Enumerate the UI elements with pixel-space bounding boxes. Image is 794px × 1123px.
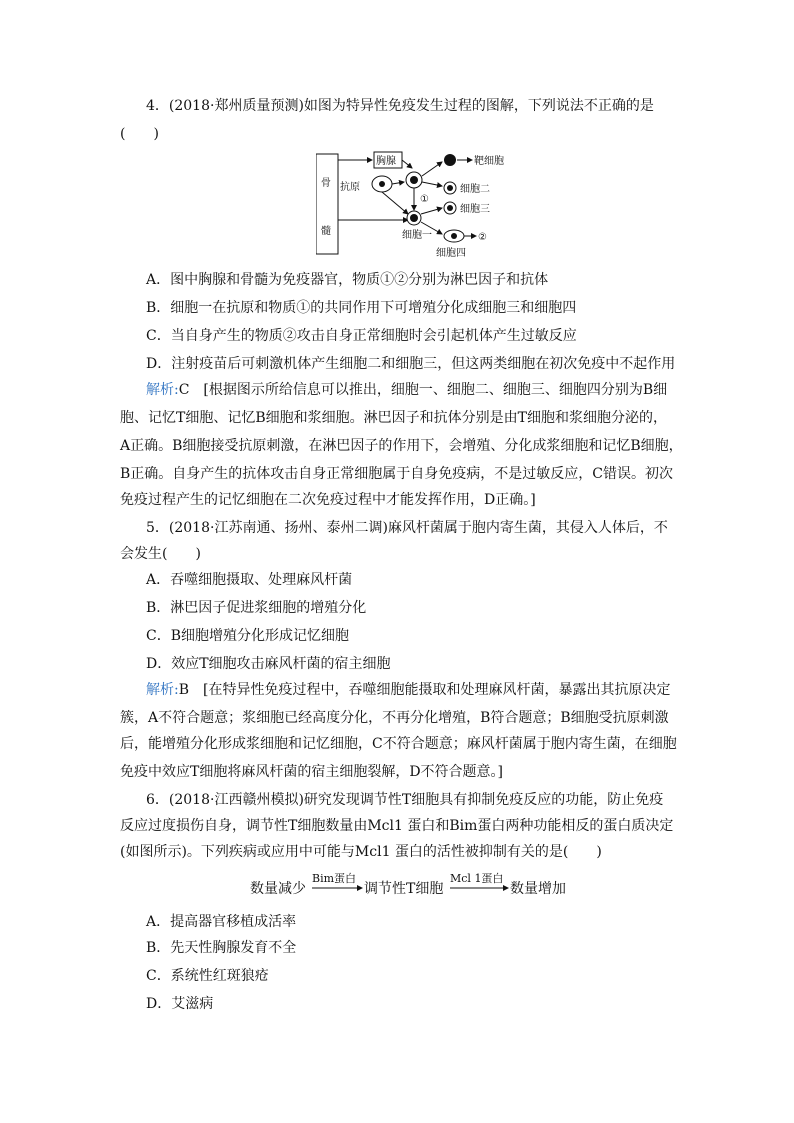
q4-option-c: C．当自身产生的物质②攻击自身正常细胞时会引起机体产生过敏反应 xyxy=(146,328,577,344)
q6-stem-line1: 6．(2018·江西赣州模拟)研究发现调节性T细胞具有抑制免疫反应的功能，防止免疫 xyxy=(146,792,664,808)
q6-option-b: B．先天性胸腺发育不全 xyxy=(146,940,297,956)
q4-analysis-text1: C [根据图示所给信息可以推出，细胞一、细胞二、细胞三、细胞四分别为B细 xyxy=(178,382,668,398)
q6-option-d: D．艾滋病 xyxy=(146,996,214,1012)
q4-analysis-label: 解析: xyxy=(146,382,179,398)
flow-decrease: 数量减少 xyxy=(250,881,306,897)
bone-marrow-label-2: 髓 xyxy=(321,226,331,237)
cell-three-label: 细胞三 xyxy=(460,204,490,215)
q6-stem-line2: 反应过度损伤自身，调节性T细胞数量由Mcl1 蛋白和Bim蛋白两种功能相反的蛋白质决定 xyxy=(120,818,674,834)
antigen-label: 抗原 xyxy=(340,182,360,193)
immune-process-diagram xyxy=(316,150,516,262)
q5-option-b: B．淋巴因子促进浆细胞的增殖分化 xyxy=(146,600,367,616)
q5-option-d: D．效应T细胞攻击麻风杆菌的宿主细胞 xyxy=(146,656,391,672)
q5-option-c: C．B细胞增殖分化形成记忆细胞 xyxy=(146,628,349,644)
q6-stem-line3: (如图所示)。下列疾病或应用中可能与Mcl1 蛋白的活性被抑制有关的是( ) xyxy=(120,844,602,860)
cell-one-label: 细胞一 xyxy=(402,230,432,241)
effector-t-cell xyxy=(444,154,456,166)
flow-treg: 调节性T细胞 xyxy=(364,881,444,897)
q5-analysis-label: 解析: xyxy=(146,682,179,698)
q6-option-a: A．提高器官移植成活率 xyxy=(146,914,297,930)
flow-increase: 数量增加 xyxy=(510,881,566,897)
q4-analysis-line2: 胞、记忆T细胞、记忆B细胞和浆细胞。淋巴因子和抗体分别是由T细胞和浆细胞分泌的， xyxy=(120,410,667,426)
q5-analysis-line4: 免疫中效应T细胞将麻风杆菌的宿主细胞裂解，D不符合题意。] xyxy=(120,764,504,780)
q4-analysis-line5: 免疫过程产生的记忆细胞在二次免疫过程中才能发挥作用，D正确。] xyxy=(120,492,536,508)
q5-analysis-text1: B [在特异性免疫过程中，吞噬细胞能摄取和处理麻风杆菌，暴露出其抗原决定 xyxy=(178,682,671,698)
flow-mcl1-label: Mcl 1蛋白 xyxy=(450,872,504,885)
q4-option-d: D．注射疫苗后可刺激机体产生细胞二和细胞三，但这两类细胞在初次免疫中不起作用 xyxy=(146,356,676,372)
substance-2-label: ② xyxy=(478,232,487,243)
cell-four-label: 细胞四 xyxy=(436,248,466,259)
q6-option-c: C．系统性红斑狼疮 xyxy=(146,968,269,984)
q4-analysis-line1 xyxy=(146,380,667,400)
target-cell-label: 靶细胞 xyxy=(474,156,504,167)
flow-bim-label: Bim蛋白 xyxy=(312,872,357,885)
cell-two-label: 细胞二 xyxy=(460,184,490,195)
thymus-label: 胸腺 xyxy=(376,156,396,167)
bone-marrow-label-1: 骨 xyxy=(321,178,331,189)
q4-stem-line2: ( ) xyxy=(120,126,159,142)
q5-stem-line2: 会发生( ) xyxy=(120,546,201,562)
q4-analysis-line3: A正确。B细胞接受抗原刺激，在淋巴因子的作用下，会增殖、分化成浆细胞和记忆B细胞， xyxy=(120,438,683,454)
treg-regulation-flow xyxy=(250,870,580,900)
q4-option-a: A．图中胸腺和骨髓为免疫器官，物质①②分别为淋巴因子和抗体 xyxy=(146,272,549,288)
q5-analysis-line3: 后，能增殖分化形成浆细胞和记忆细胞，C不符合题意；麻风杆菌属于胞内寄生菌，在细胞 xyxy=(120,736,677,752)
q5-analysis-line1 xyxy=(146,680,670,700)
bone-marrow-box xyxy=(316,154,338,254)
q4-stem-line1: 4．(2018·郑州质量预测)如图为特异性免疫发生过程的图解，下列说法不正确的是 xyxy=(146,98,654,114)
q5-analysis-line2: 簇，A不符合题意；浆细胞已经高度分化，不再分化增殖，B符合题意；B细胞受抗原刺激 xyxy=(120,710,669,726)
substance-1-label: ① xyxy=(420,194,429,205)
q5-option-a: A．吞噬细胞摄取、处理麻风杆菌 xyxy=(146,572,353,588)
q4-option-b: B．细胞一在抗原和物质①的共同作用下可增殖分化成细胞三和细胞四 xyxy=(146,300,577,316)
q4-analysis-line4: B正确。自身产生的抗体攻击自身正常细胞属于自身免疫病，不是过敏反应，C错误。初次 xyxy=(120,466,673,482)
q5-stem-line1: 5．(2018·江苏南通、扬州、泰州二调)麻风杆菌属于胞内寄生菌，其侵入人体后，不 xyxy=(146,520,668,536)
